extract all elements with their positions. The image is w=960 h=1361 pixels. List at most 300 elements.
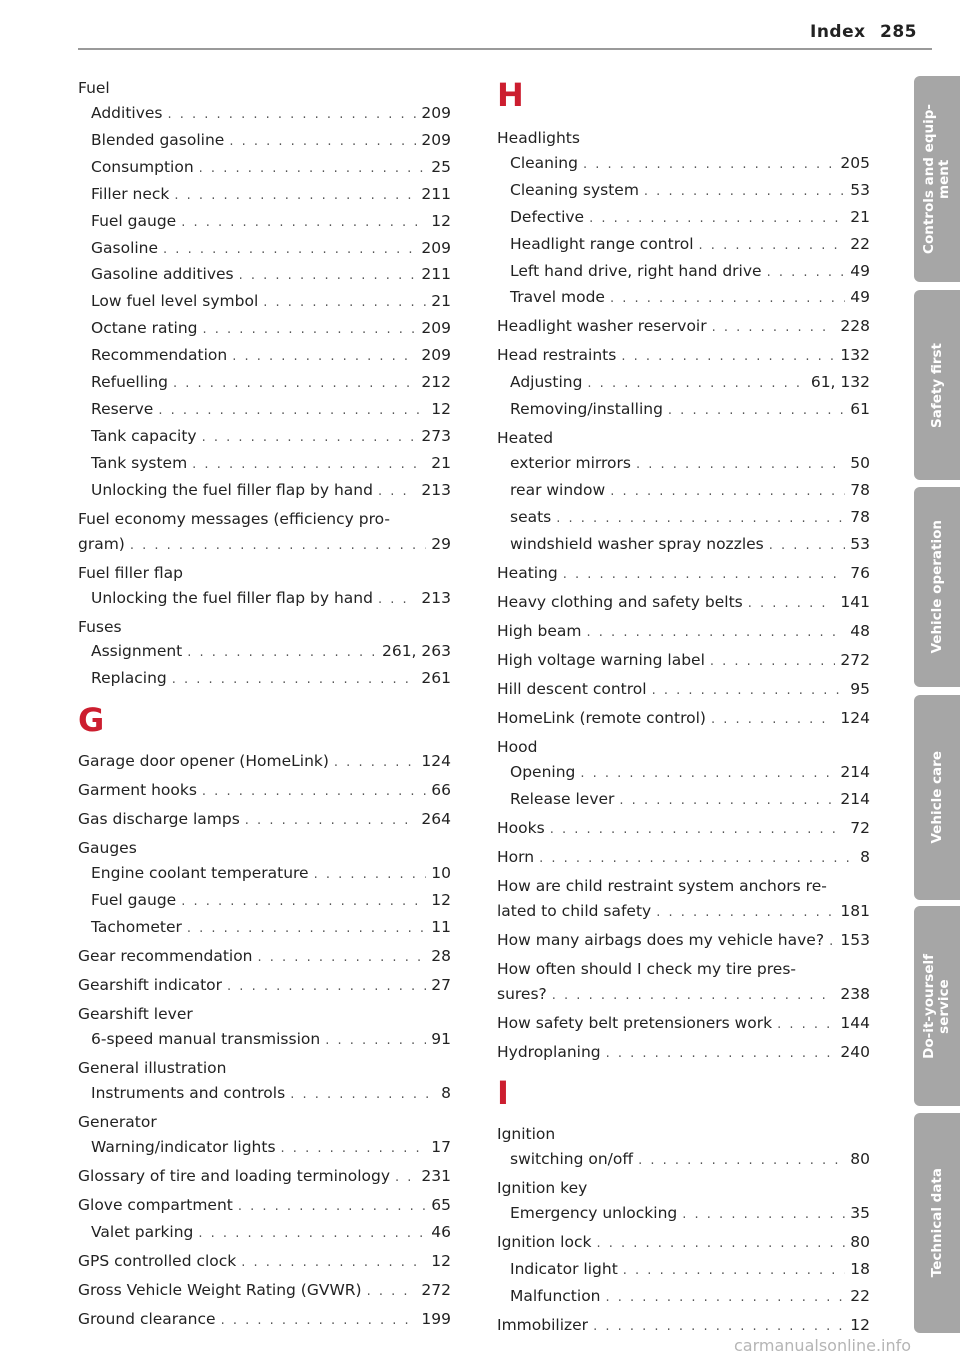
- index-subentry: [78, 101, 451, 128]
- index-entry-continued: How are child restraint system anchors re-: [497, 876, 827, 895]
- index-heading: Generator: [78, 1112, 157, 1131]
- entry-page-number: 22: [850, 1287, 870, 1306]
- entry-label: Immobilizer: [497, 1316, 589, 1335]
- index-subentry: [78, 666, 451, 693]
- chapter-tab-label: Vehicle operation: [928, 520, 945, 654]
- entry-label: Filler neck: [91, 184, 170, 203]
- dot-leader: [539, 847, 855, 872]
- entry-page-number: 209: [421, 130, 451, 149]
- dot-leader: [596, 1232, 845, 1257]
- index-entry: [78, 1307, 451, 1334]
- chapter-tab[interactable]: [914, 695, 960, 900]
- dot-leader: [130, 534, 426, 559]
- entry-page-number: 29: [431, 534, 451, 553]
- dot-leader: [173, 372, 416, 397]
- index-entry: [497, 899, 870, 926]
- entry-page-number: 205: [840, 153, 870, 172]
- entry-label: Glossary of tire and loading terminology: [78, 1166, 391, 1185]
- dot-leader: [181, 890, 426, 915]
- entry-page-number: 261, 263: [381, 642, 451, 661]
- entry-label: exterior mirrors: [510, 454, 631, 473]
- entry-label: Ground clearance: [78, 1309, 216, 1328]
- dot-leader: [606, 1042, 836, 1067]
- entry-label: Head restraints: [497, 346, 617, 365]
- entry-page-number: 209: [421, 319, 451, 338]
- dot-leader: [623, 1259, 845, 1284]
- entry-page-number: 66: [431, 781, 451, 800]
- entry-label: Cleaning: [510, 153, 578, 172]
- dot-leader: [314, 863, 427, 888]
- entry-page-number: 211: [421, 184, 451, 203]
- chapter-tab-label: Safety first: [928, 342, 945, 428]
- dot-leader: [258, 946, 427, 971]
- index-subentry: [497, 1257, 870, 1284]
- dot-leader: [221, 1309, 417, 1334]
- entry-label: Gear recommendation: [78, 946, 253, 965]
- index-subentry: [78, 316, 451, 343]
- entry-label: Travel mode: [510, 288, 605, 307]
- entry-label: Tank capacity: [91, 426, 197, 445]
- dot-leader: [181, 211, 426, 236]
- dot-leader: [699, 234, 846, 259]
- entry-label: Left hand drive, right hand drive: [510, 261, 762, 280]
- entry-label: Removing/installing: [510, 400, 663, 419]
- dot-leader: [290, 1083, 436, 1108]
- entry-page-number: 214: [840, 789, 870, 808]
- entry-page-number: 11: [431, 917, 451, 936]
- dot-leader: [550, 818, 846, 843]
- index-entry: [497, 677, 870, 704]
- entry-label: Headlight washer reservoir: [497, 317, 707, 336]
- index-entry: [497, 1230, 870, 1257]
- dot-leader: [174, 184, 416, 209]
- entry-page-number: 50: [850, 454, 870, 473]
- entry-label: Gas discharge lamps: [78, 810, 240, 829]
- chapter-tab[interactable]: [914, 76, 960, 282]
- dot-leader: [241, 1251, 426, 1276]
- chapter-tab[interactable]: [914, 487, 960, 687]
- index-entry: [497, 314, 870, 341]
- dot-leader: [748, 592, 836, 617]
- dot-leader: [172, 668, 417, 693]
- entry-label: Hydroplaning: [497, 1042, 601, 1061]
- index-entry: [78, 778, 451, 805]
- entry-label: Refuelling: [91, 373, 169, 392]
- chapter-tab-label: Controls and equip- ment: [921, 104, 952, 254]
- index-heading: Gearshift lever: [78, 1004, 193, 1023]
- entry-label: Fuel gauge: [91, 211, 177, 230]
- entry-page-number: 261: [421, 669, 451, 688]
- dot-leader: [563, 563, 846, 588]
- page-title: Index: [810, 22, 866, 42]
- dot-leader: [238, 1195, 426, 1220]
- entry-label: Glove compartment: [78, 1195, 233, 1214]
- index-subentry: [78, 209, 451, 236]
- index-entry: [497, 561, 870, 588]
- entry-label: High voltage warning label: [497, 650, 705, 669]
- index-entry: [78, 1278, 451, 1305]
- dot-leader: [589, 207, 845, 232]
- entry-label: Release lever: [510, 789, 615, 808]
- entry-label: Unlocking the fuel filler flap by hand: [91, 588, 373, 607]
- entry-label: Valet parking: [91, 1222, 194, 1241]
- entry-page-number: 61, 132: [810, 373, 870, 392]
- entry-page-number: 240: [840, 1042, 870, 1061]
- entry-page-number: 28: [431, 946, 451, 965]
- dot-leader: [668, 399, 845, 424]
- dot-leader: [587, 621, 846, 646]
- index-entry: [78, 1193, 451, 1220]
- index-entry: [78, 944, 451, 971]
- index-subentry: [78, 343, 451, 370]
- entry-page-number: 78: [850, 481, 870, 500]
- index-column-right: [497, 74, 870, 1340]
- entry-label: Emergency unlocking: [510, 1204, 678, 1223]
- entry-page-number: 181: [840, 901, 870, 920]
- entry-page-number: 18: [850, 1260, 870, 1279]
- dot-leader: [229, 130, 416, 155]
- entry-label: Blended gasoline: [91, 130, 225, 149]
- dot-leader: [395, 1166, 416, 1191]
- entry-label: Gasoline: [91, 238, 159, 257]
- dot-leader: [587, 372, 805, 397]
- chapter-tab-label: Technical data: [928, 1168, 945, 1278]
- entry-page-number: 231: [421, 1166, 451, 1185]
- dot-leader: [334, 751, 416, 776]
- index-entry: [497, 706, 870, 733]
- entry-page-number: 238: [840, 984, 870, 1003]
- entry-page-number: 21: [431, 453, 451, 472]
- dot-leader: [202, 426, 417, 451]
- dot-leader: [767, 261, 846, 286]
- entry-page-number: 124: [840, 708, 870, 727]
- index-subentry: [78, 155, 451, 182]
- entry-label: How many airbags does my vehicle have?: [497, 930, 825, 949]
- index-entry-continued: Fuel economy messages (efficiency pro-: [78, 509, 390, 528]
- dot-leader: [638, 1149, 845, 1174]
- index-subentry: [497, 1201, 870, 1228]
- entry-page-number: 61: [850, 400, 870, 419]
- index-subentry: [497, 787, 870, 814]
- page-number: 285: [880, 22, 917, 42]
- index-subentry: [497, 451, 870, 478]
- entry-label: windshield washer spray nozzles: [510, 534, 764, 553]
- entry-page-number: 214: [840, 762, 870, 781]
- index-entry: [78, 749, 451, 776]
- index-heading: General illustration: [78, 1058, 227, 1077]
- entry-page-number: 211: [421, 265, 451, 284]
- dot-leader: [636, 453, 845, 478]
- entry-page-number: 21: [431, 292, 451, 311]
- entry-page-number: 78: [850, 507, 870, 526]
- index-subentry: [497, 1284, 870, 1311]
- index-entry: [497, 982, 870, 1009]
- dot-leader: [199, 157, 427, 182]
- index-subentry: [497, 370, 870, 397]
- dot-leader: [556, 507, 845, 532]
- index-subentry: [497, 178, 870, 205]
- entry-label: Adjusting: [510, 373, 583, 392]
- index-entry: [497, 928, 870, 955]
- index-entry: [78, 807, 451, 834]
- entry-page-number: 48: [850, 621, 870, 640]
- entry-page-number: 209: [421, 238, 451, 257]
- index-subentry: [78, 370, 451, 397]
- entry-page-number: 12: [850, 1316, 870, 1335]
- entry-label: Warning/indicator lights: [91, 1137, 276, 1156]
- index-heading: Gauges: [78, 839, 137, 858]
- entry-page-number: 22: [850, 234, 870, 253]
- entry-label: Malfunction: [510, 1287, 601, 1306]
- entry-label: Defective: [510, 207, 585, 226]
- entry-page-number: 272: [421, 1280, 451, 1299]
- entry-page-number: 124: [421, 752, 451, 771]
- entry-label: Headlight range control: [510, 234, 694, 253]
- entry-page-number: 12: [431, 1251, 451, 1270]
- entry-page-number: 25: [431, 157, 451, 176]
- entry-label: Horn: [497, 847, 535, 866]
- chapter-tab[interactable]: [914, 1113, 960, 1333]
- entry-page-number: 209: [421, 104, 451, 122]
- index-entry: [497, 343, 870, 370]
- entry-page-number: 228: [840, 317, 870, 336]
- dot-leader: [682, 1203, 845, 1228]
- index-subentry: [497, 205, 870, 232]
- entry-label: Cleaning system: [510, 180, 639, 199]
- index-entry: [497, 590, 870, 617]
- entry-label: gram): [78, 534, 125, 553]
- entry-page-number: 80: [850, 1233, 870, 1252]
- entry-page-number: 213: [421, 588, 451, 607]
- entry-page-number: 199: [421, 1309, 451, 1328]
- section-letter: H: [497, 76, 524, 114]
- index-entry: [497, 619, 870, 646]
- entry-page-number: 273: [421, 426, 451, 445]
- entry-page-number: 35: [850, 1204, 870, 1223]
- entry-label: Recommendation: [91, 346, 228, 365]
- dot-leader: [621, 345, 835, 370]
- index-subentry: [497, 285, 870, 312]
- entry-page-number: 95: [850, 679, 870, 698]
- section-letter: G: [78, 701, 105, 740]
- entry-page-number: 12: [431, 211, 451, 230]
- entry-page-number: 49: [850, 261, 870, 280]
- index-subentry: [78, 451, 451, 478]
- entry-label: Heavy clothing and safety belts: [497, 592, 743, 611]
- dot-leader: [610, 480, 845, 505]
- dot-leader: [239, 264, 417, 289]
- index-subentry: [78, 128, 451, 155]
- entry-label: Gross Vehicle Weight Rating (GVWR): [78, 1280, 362, 1299]
- entry-label: Engine coolant temperature: [91, 864, 309, 883]
- dot-leader: [606, 1286, 846, 1311]
- entry-page-number: 91: [431, 1029, 451, 1048]
- entry-page-number: 264: [421, 810, 451, 829]
- index-entry: [497, 1040, 870, 1067]
- index-entry: [78, 1249, 451, 1276]
- header-rule: [78, 48, 932, 50]
- dot-leader: [325, 1029, 426, 1054]
- index-entry: [497, 845, 870, 872]
- index-subentry: [78, 262, 451, 289]
- index-subentry: [78, 289, 451, 316]
- dot-leader: [227, 975, 426, 1000]
- entry-label: Instruments and controls: [91, 1083, 286, 1102]
- index-entry: [497, 816, 870, 843]
- section-letter: I: [497, 1074, 509, 1113]
- dot-leader: [712, 316, 836, 341]
- entry-page-number: 272: [840, 650, 870, 669]
- entry-label: lated to child safety: [497, 901, 652, 920]
- dot-leader: [192, 453, 426, 478]
- dot-leader: [644, 180, 845, 205]
- index-subentry: [78, 1081, 451, 1108]
- entry-label: Tachometer: [91, 917, 182, 936]
- dot-leader: [163, 238, 416, 263]
- index-subentry: [78, 397, 451, 424]
- index-heading: Heated: [497, 429, 554, 448]
- dot-leader: [378, 588, 416, 613]
- entry-page-number: 10: [431, 864, 451, 883]
- entry-label: seats: [510, 507, 552, 526]
- entry-label: Low fuel level symbol: [91, 292, 259, 311]
- index-subentry: [497, 760, 870, 787]
- entry-label: Fuel gauge: [91, 891, 177, 910]
- entry-label: Tank system: [91, 453, 188, 472]
- dot-leader: [619, 789, 835, 814]
- entry-label: switching on/off: [510, 1150, 634, 1169]
- index-entry: [497, 1011, 870, 1038]
- chapter-tab-label: Do-it-yourself service: [921, 953, 952, 1059]
- entry-page-number: 8: [441, 1083, 451, 1102]
- entry-page-number: 46: [431, 1222, 451, 1241]
- index-subentry: [78, 915, 451, 942]
- dot-leader: [656, 901, 835, 926]
- entry-page-number: 17: [431, 1137, 451, 1156]
- entry-label: High beam: [497, 621, 582, 640]
- entry-label: Additives: [91, 104, 163, 122]
- entry-label: Replacing: [91, 669, 167, 688]
- entry-label: Heating: [497, 563, 558, 582]
- entry-label: Unlocking the fuel filler flap by hand: [91, 480, 373, 499]
- entry-label: Octane rating: [91, 319, 198, 338]
- dot-leader: [777, 1013, 835, 1038]
- entry-page-number: 153: [840, 930, 870, 949]
- index-subentry: [78, 1027, 451, 1054]
- dot-leader: [167, 103, 416, 128]
- index-subentry: [497, 505, 870, 532]
- index-entry-continued: How often should I check my tire pres-: [497, 959, 797, 978]
- entry-page-number: 141: [840, 592, 870, 611]
- entry-page-number: 144: [840, 1013, 870, 1032]
- index-subentry: [497, 478, 870, 505]
- index-subentry: [497, 259, 870, 286]
- index-subentry: [78, 1135, 451, 1162]
- index-subentry: [78, 639, 451, 666]
- entry-page-number: 21: [850, 207, 870, 226]
- entry-label: Hill descent control: [497, 679, 647, 698]
- dot-leader: [232, 345, 416, 370]
- entry-label: Ignition lock: [497, 1233, 592, 1252]
- entry-page-number: 27: [431, 975, 451, 994]
- entry-page-number: 12: [431, 399, 451, 418]
- dot-leader: [711, 708, 835, 733]
- dot-leader: [580, 762, 835, 787]
- entry-label: Gasoline additives: [91, 265, 234, 284]
- dot-leader: [202, 780, 426, 805]
- dot-leader: [158, 399, 426, 424]
- entry-label: Consumption: [91, 157, 194, 176]
- dot-leader: [552, 984, 836, 1009]
- entry-label: Gearshift indicator: [78, 975, 223, 994]
- dot-leader: [710, 650, 836, 675]
- entry-label: GPS controlled clock: [78, 1251, 237, 1270]
- index-heading: Headlights: [497, 129, 580, 147]
- entry-page-number: 53: [850, 534, 870, 553]
- entry-label: Hooks: [497, 818, 545, 837]
- index-subentry: [78, 236, 451, 263]
- entry-page-number: 72: [850, 818, 870, 837]
- chapter-tab-label: Vehicle care: [928, 751, 945, 844]
- watermark: carmanualsonline.info: [734, 1336, 912, 1355]
- entry-label: 6-speed manual transmission: [91, 1029, 321, 1048]
- index-subentry: [78, 424, 451, 451]
- index-entry: [497, 648, 870, 675]
- index-subentry: [78, 586, 451, 613]
- entry-label: Garment hooks: [78, 781, 197, 800]
- entry-label: Indicator light: [510, 1260, 618, 1279]
- entry-page-number: 132: [840, 346, 870, 365]
- entry-page-number: 212: [421, 373, 451, 392]
- entry-label: Opening: [510, 762, 576, 781]
- index-entry: [78, 532, 451, 559]
- dot-leader: [378, 480, 416, 505]
- dot-leader: [367, 1280, 417, 1305]
- index-column-left: [78, 74, 451, 1333]
- index-heading: Ignition key: [497, 1179, 588, 1198]
- index-heading: Fuel: [78, 79, 110, 98]
- dot-leader: [263, 291, 426, 316]
- index-subentry: [497, 1147, 870, 1174]
- index-subentry: [78, 861, 451, 888]
- chapter-tab[interactable]: [914, 906, 960, 1106]
- index-subentry: [78, 1220, 451, 1247]
- index-entry: [78, 973, 451, 1000]
- index-subentry: [497, 151, 870, 178]
- index-subentry: [78, 182, 451, 209]
- dot-leader: [187, 917, 426, 942]
- index-heading: Fuses: [78, 617, 122, 636]
- entry-page-number: 65: [431, 1195, 451, 1214]
- dot-leader: [187, 641, 377, 666]
- index-subentry: [78, 888, 451, 915]
- index-subentry: [78, 478, 451, 505]
- chapter-tab[interactable]: [914, 290, 960, 480]
- entry-page-number: 76: [850, 563, 870, 582]
- index-subentry: [497, 532, 870, 559]
- entry-label: HomeLink (remote control): [497, 708, 706, 727]
- dot-leader: [583, 153, 835, 178]
- entry-label: How safety belt pretensioners work: [497, 1013, 773, 1032]
- dot-leader: [610, 287, 845, 312]
- entry-page-number: 213: [421, 480, 451, 499]
- index-heading: Ignition: [497, 1125, 556, 1144]
- dot-leader: [198, 1222, 426, 1247]
- dot-leader: [769, 534, 846, 559]
- dot-leader: [829, 930, 835, 955]
- dot-leader: [203, 318, 417, 343]
- index-subentry: [497, 397, 870, 424]
